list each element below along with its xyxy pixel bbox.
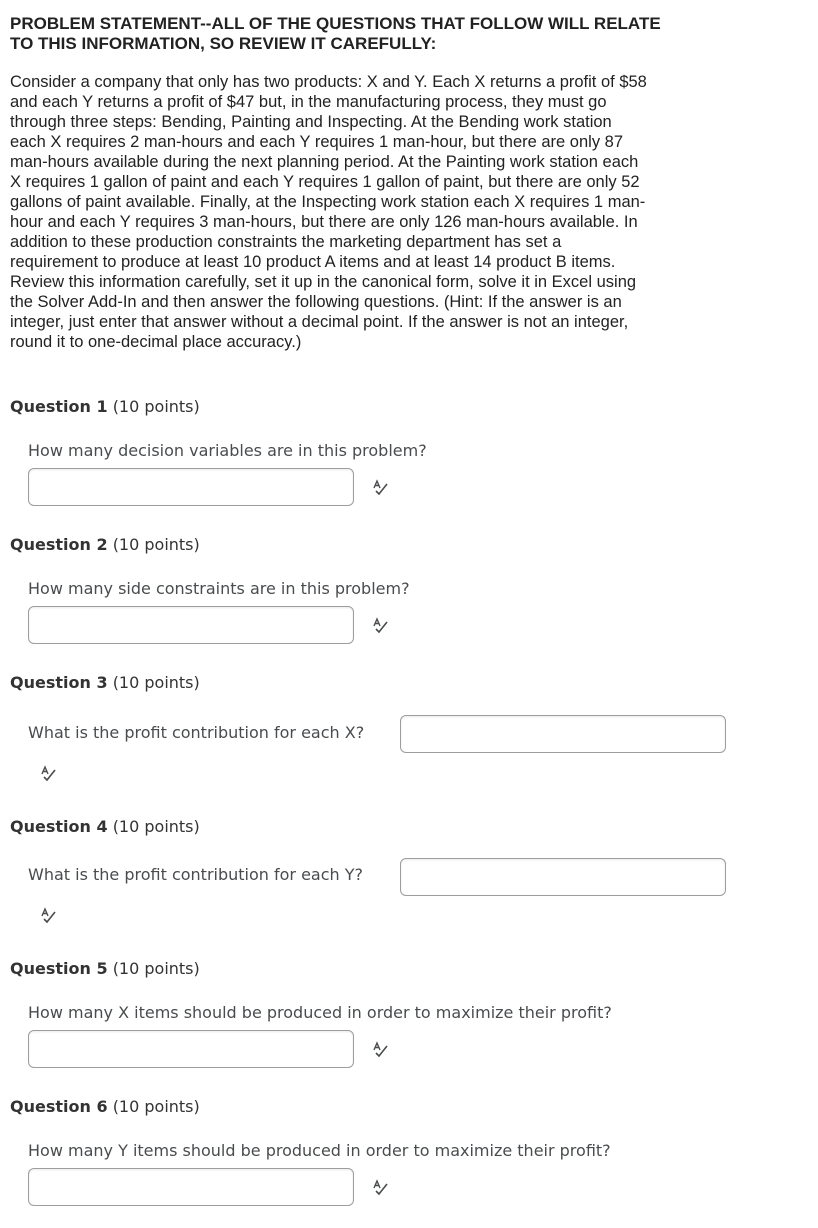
question-title-label: Question 3 — [10, 673, 108, 692]
question-6-answer-input[interactable] — [28, 1168, 354, 1206]
question-points: (10 points) — [112, 397, 200, 416]
question-5-answer-input[interactable] — [28, 1030, 354, 1068]
problem-heading-line: PROBLEM STATEMENT--ALL OF THE QUESTIONS THAT FOLLOW WILL RELATE — [10, 14, 661, 33]
question-points: (10 points) — [112, 817, 200, 836]
question-3-answer-input[interactable] — [400, 715, 726, 753]
problem-line: integer, just enter that answer without a decimal point. If the answer is not an integer, — [10, 313, 629, 331]
question-1-title — [10, 397, 200, 416]
problem-line: gallons of paint available. Finally, at the Inspecting work station each X requires 1 man- — [10, 193, 646, 211]
problem-line: addition to these production constraints the marketing department has set a — [10, 233, 562, 251]
problem-statement — [10, 72, 800, 352]
spell-check-icon[interactable] — [40, 764, 58, 782]
problem-line: the Solver Add-In and then answer the following questions. (Hint: If the answer is an — [10, 293, 622, 311]
question-2-text: How many side constraints are in this problem? — [28, 579, 410, 598]
problem-line: man-hours available during the next planning period. At the Painting work station each — [10, 153, 639, 171]
spell-check-icon[interactable] — [40, 906, 58, 924]
question-1-text: How many decision variables are in this problem? — [28, 441, 427, 460]
question-2-answer-input[interactable] — [28, 606, 354, 644]
question-1-answer-input[interactable] — [28, 468, 354, 506]
problem-line: each X requires 2 man-hours and each Y requires 1 man-hour, but there are only 87 — [10, 133, 624, 151]
question-title-label: Question 6 — [10, 1097, 108, 1116]
question-2-title — [10, 535, 200, 554]
question-4-text: What is the profit contribution for each Y? — [28, 865, 364, 884]
spell-check-icon[interactable] — [372, 1040, 390, 1058]
question-points: (10 points) — [112, 1097, 200, 1116]
spell-check-icon[interactable] — [372, 478, 390, 496]
problem-heading-line: TO THIS INFORMATION, SO REVIEW IT CAREFULLY: — [10, 34, 437, 53]
question-title-label: Question 2 — [10, 535, 108, 554]
problem-line: X requires 1 gallon of paint and each Y requires 1 gallon of paint, but there are only 52 — [10, 173, 640, 191]
question-points: (10 points) — [112, 535, 200, 554]
question-points: (10 points) — [112, 959, 200, 978]
question-3-text: What is the profit contribution for each X? — [28, 723, 365, 742]
question-6-text: How many Y items should be produced in order to maximize their profit? — [28, 1141, 611, 1160]
question-6-title — [10, 1097, 200, 1116]
question-3-title — [10, 673, 200, 692]
spell-check-icon[interactable] — [372, 1178, 390, 1196]
question-title-label: Question 1 — [10, 397, 108, 416]
question-title-label: Question 4 — [10, 817, 108, 836]
question-title-label: Question 5 — [10, 959, 108, 978]
question-5-title — [10, 959, 200, 978]
question-4-title — [10, 817, 200, 836]
problem-heading — [10, 14, 800, 54]
spell-check-icon[interactable] — [372, 616, 390, 634]
problem-line: through three steps: Bending, Painting and Inspecting. At the Bending work station — [10, 113, 612, 131]
problem-line: Review this information carefully, set it up in the canonical form, solve it in Excel using — [10, 273, 637, 291]
problem-line: Consider a company that only has two products: X and Y. Each X returns a profit of $58 — [10, 73, 647, 91]
problem-line: and each Y returns a profit of $47 but, in the manufacturing process, they must go — [10, 93, 607, 111]
question-points: (10 points) — [112, 673, 200, 692]
problem-line: requirement to produce at least 10 product A items and at least 14 product B items. — [10, 253, 616, 271]
problem-line: round it to one-decimal place accuracy.) — [10, 333, 302, 351]
problem-line: hour and each Y requires 3 man-hours, but there are only 126 man-hours available. In — [10, 213, 638, 231]
question-4-answer-input[interactable] — [400, 858, 726, 896]
question-5-text: How many X items should be produced in order to maximize their profit? — [28, 1003, 612, 1022]
